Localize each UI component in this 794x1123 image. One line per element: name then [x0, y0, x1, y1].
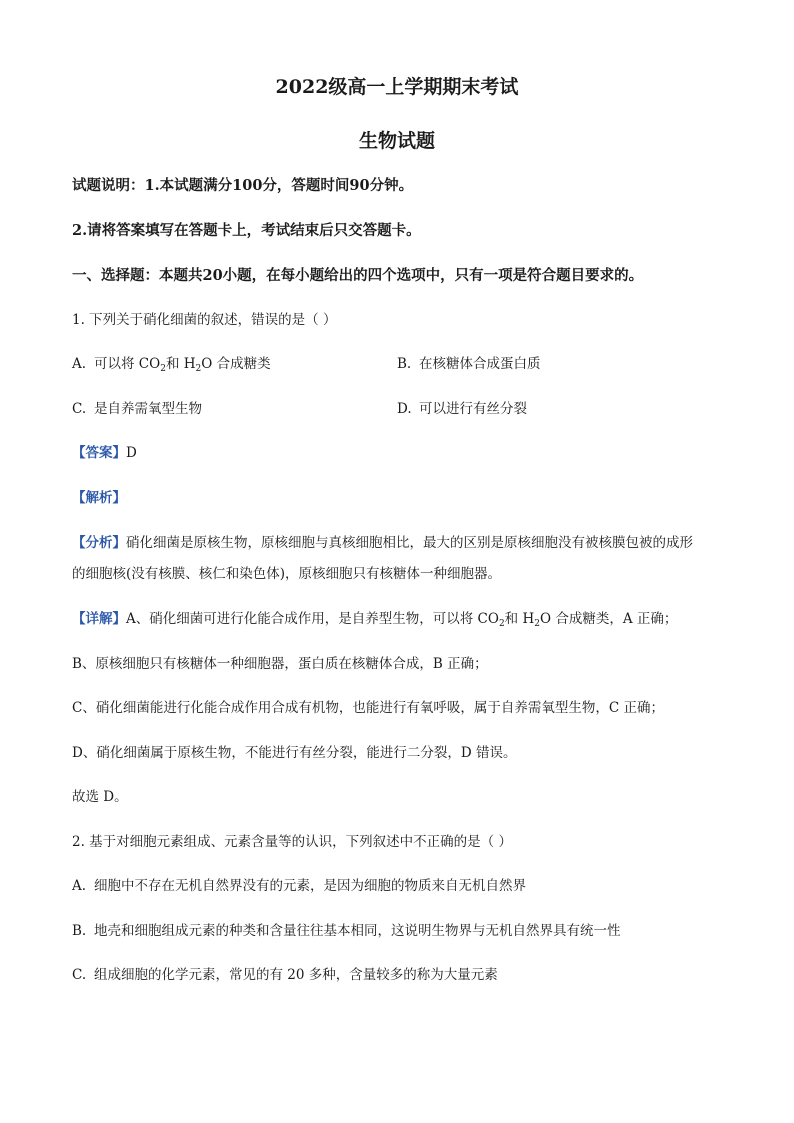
q1-xiangjie-c: C、硝化细菌能进行化能合成作用合成有机物，也能进行有氧呼吸，属于自养需氧型生物，C 正确；	[72, 700, 664, 716]
option-letter: A.	[72, 878, 87, 894]
option-text: 细胞中不存在无机自然界没有的元素，是因为细胞的物质来自无机自然界	[94, 878, 526, 894]
option-text: O 合成糖类	[201, 356, 271, 372]
answer-tag: 【答案】	[72, 445, 126, 461]
q1-option-c	[72, 399, 202, 419]
q2-option-b	[72, 921, 621, 941]
analysis-tag: 【解析】	[72, 490, 126, 506]
xiangjie-text: A、硝化细菌可进行化能合成作用，是自养型生物，可以将 CO	[126, 611, 499, 627]
option-text: 是自养需氧型生物	[94, 401, 202, 417]
option-letter: D.	[397, 401, 412, 417]
xiangjie-text: 和 H	[504, 611, 535, 627]
q1-analysis-heading	[72, 488, 126, 508]
option-letter: A.	[72, 356, 87, 372]
q1-fenxi-line-2: 的细胞核(没有核膜、核仁和染色体)，原核细胞只有核糖体一种细胞器。	[72, 566, 502, 582]
option-text: 可以进行有丝分裂	[419, 401, 527, 417]
option-letter: C.	[72, 967, 87, 983]
xiangjie-text: O 合成糖类，A 正确；	[539, 611, 678, 627]
q1-fenxi-line-1	[72, 533, 693, 553]
subscript: 2	[498, 619, 505, 629]
option-text: 和 H	[165, 356, 196, 372]
section-heading: 一、选择题：本题共20小题，在每小题给出的四个选项中，只有一项是符合题目要求的。	[72, 267, 644, 284]
option-text: 组成细胞的化学元素，常见的有 20 多种，含量较多的称为大量元素	[94, 967, 498, 983]
subscript: 2	[534, 619, 540, 629]
q1-conclusion: 故选 D。	[72, 789, 128, 805]
q1-option-b	[397, 354, 541, 374]
q1-xiangjie-b: B、原核细胞只有核糖体一种细胞器，蛋白质在核糖体合成，B 正确；	[72, 656, 488, 672]
option-text: 可以将 CO	[94, 356, 161, 372]
q1-answer	[72, 443, 137, 463]
q2-stem: 2. 基于对细胞元素组成、元素含量等的认识，下列叙述中不正确的是（ ）	[72, 834, 512, 850]
option-text: 在核糖体合成蛋白质	[419, 356, 541, 372]
q2-option-c	[72, 965, 498, 985]
fenxi-text: 硝化细菌是原核生物，原核细胞与真核细胞相比，最大的区别是原核细胞没有被核膜包被的成形	[126, 535, 693, 551]
q1-xiangjie-a	[72, 609, 677, 634]
option-text: 地壳和细胞组成元素的种类和含量往往基本相同，这说明生物界与无机自然界具有统一性	[94, 923, 621, 939]
option-letter: B.	[397, 356, 412, 372]
instruction-line-1: 试题说明：1.本试题满分100分，答题时间90分钟。	[72, 177, 414, 194]
fenxi-tag: 【分析】	[72, 535, 126, 551]
answer-value: D	[126, 445, 137, 461]
q1-option-a	[72, 354, 271, 379]
instruction-line-2: 2.请将答案填写在答题卡上，考试结束后只交答题卡。	[72, 222, 421, 239]
subscript: 2	[195, 364, 202, 374]
q1-stem: 1. 下列关于硝化细菌的叙述，错误的是（ ）	[72, 312, 337, 328]
option-letter: B.	[72, 923, 87, 939]
option-letter: C.	[72, 401, 87, 417]
q1-xiangjie-d: D、硝化细菌属于原核生物，不能进行有丝分裂，能进行二分裂，D 错误。	[72, 745, 517, 761]
xiangjie-tag: 【详解】	[72, 611, 126, 627]
exam-title: 2022级高一上学期期末考试	[275, 76, 519, 98]
q1-option-d	[397, 399, 527, 419]
subscript: 2	[160, 364, 166, 374]
q2-option-a	[72, 876, 526, 896]
exam-subtitle: 生物试题	[358, 130, 435, 152]
